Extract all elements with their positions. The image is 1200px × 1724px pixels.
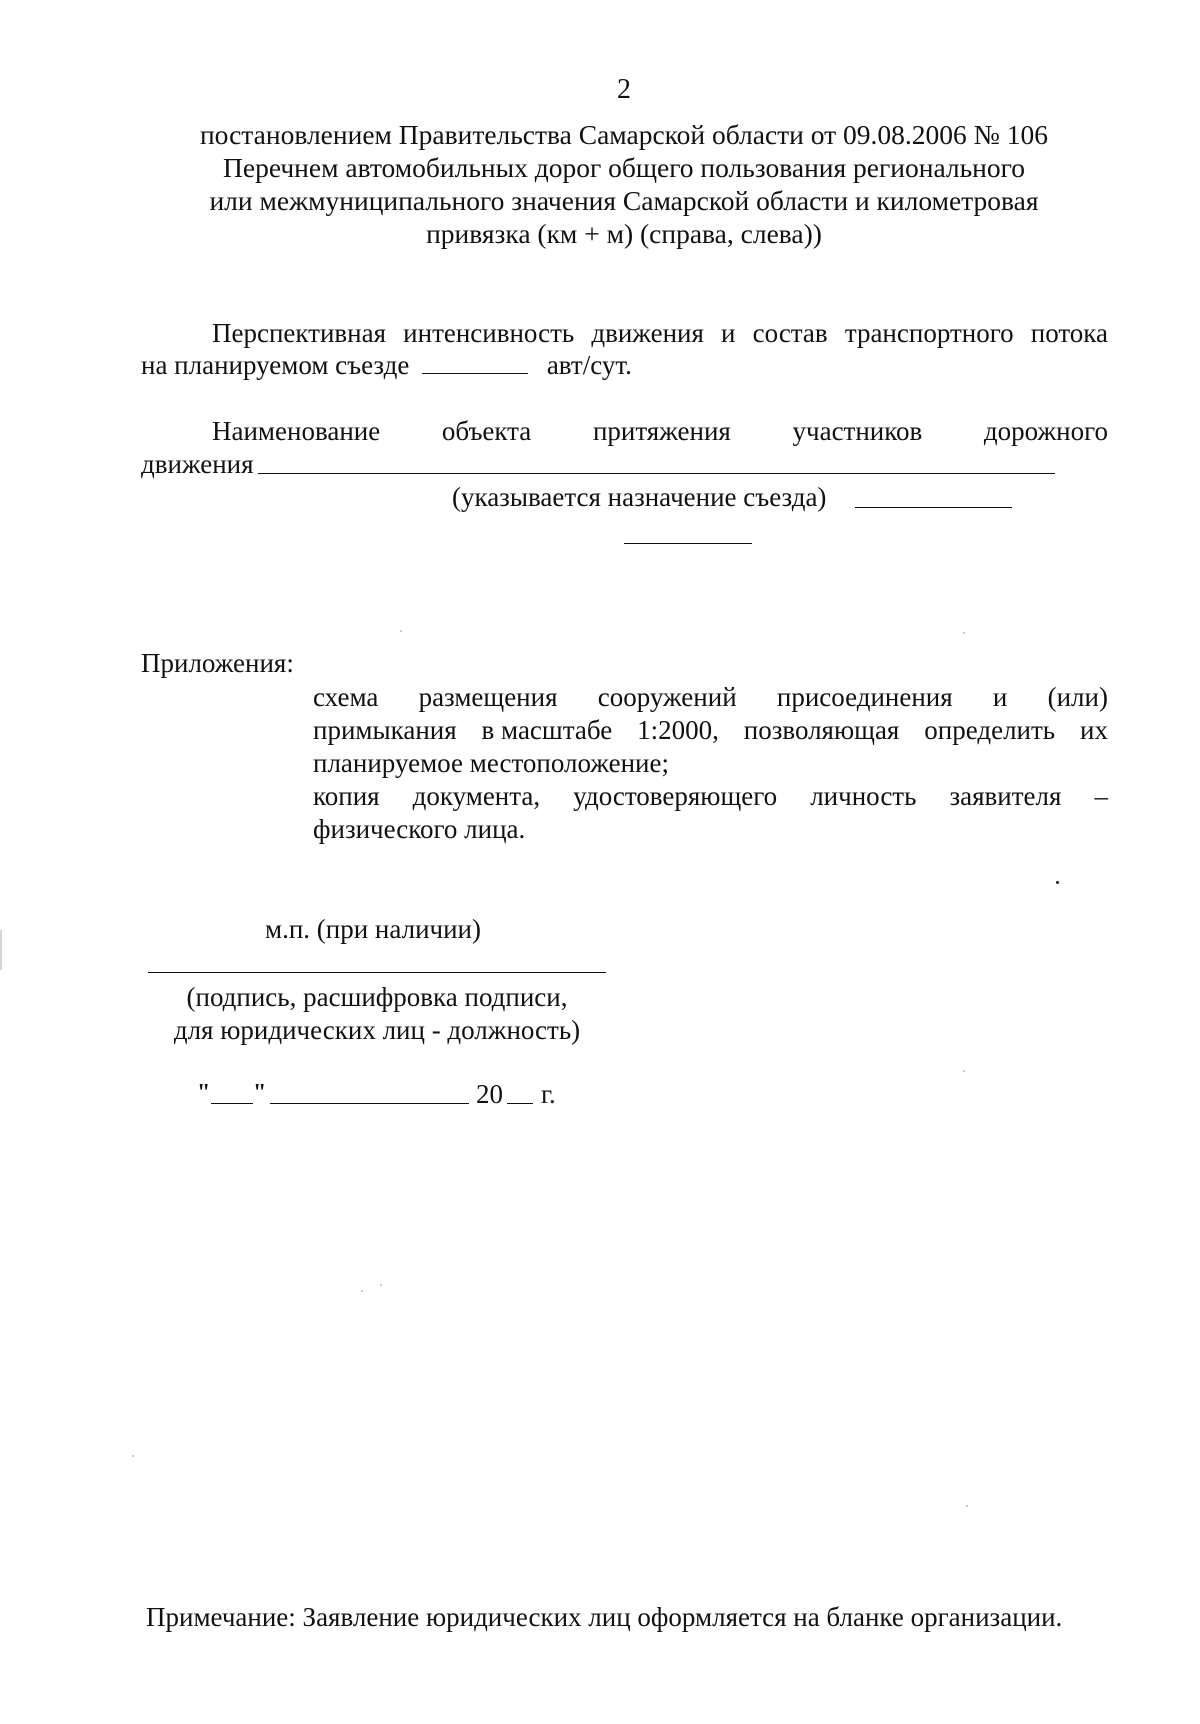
attachment-2-line-1: [313, 783, 1108, 810]
header-line-4: привязка (км + м) (справа, слева)): [426, 218, 822, 249]
date-quote-close: ": [253, 1080, 267, 1106]
attachment-word: удостоверяющего: [573, 781, 778, 811]
intensity-blank[interactable]: [422, 372, 528, 374]
scan-speck: [361, 1290, 363, 1292]
object-line-2: [141, 451, 254, 478]
object-hint-line: [452, 484, 826, 511]
attachment-word: личность: [810, 781, 917, 811]
stamp-label: м.п. (при наличии): [265, 914, 481, 944]
object-name-blank[interactable]: [258, 473, 1055, 474]
scan-speck: [966, 1505, 968, 1507]
date-year-blank[interactable]: [507, 1103, 533, 1104]
footer-note: Примечание: Заявление юридических лиц оформляется на бланке организации.: [146, 1602, 1063, 1632]
section-divider: [624, 543, 752, 544]
intensity-prefix: на планируемом съезде: [141, 350, 410, 380]
attachment-word: присоединения: [776, 682, 953, 712]
page-number: 2: [617, 74, 631, 105]
object-prefix: движения: [141, 449, 254, 479]
attachment-word: примыкания: [313, 715, 457, 745]
intensity-line-2: [141, 352, 632, 379]
signature-caption-1: (подпись, расшифровка подписи,: [186, 982, 568, 1012]
intensity-line-1: [212, 320, 1108, 347]
attachments-label: Приложения:: [141, 648, 294, 678]
object-word-3: притяжения: [592, 416, 731, 446]
scan-speck: [400, 630, 402, 632]
date-month-blank[interactable]: [270, 1103, 469, 1104]
header-line-3: или межмуниципального значения Самарской области и километровая: [209, 185, 1039, 216]
attachment-word: (или): [1047, 682, 1108, 712]
object-word-5: дорожного: [983, 416, 1108, 446]
object-hint-blank[interactable]: [855, 507, 1012, 508]
date-day-blank[interactable]: [211, 1103, 253, 1104]
date-quote-open: ": [197, 1080, 211, 1106]
attachment-2-line-2: физического лица.: [313, 814, 526, 844]
scan-speck: [132, 1455, 134, 1457]
attachment-word: копия: [313, 781, 380, 811]
object-word-1: Наименование: [212, 416, 381, 446]
scan-dot: [1056, 881, 1059, 884]
signature-line[interactable]: [148, 972, 606, 973]
header-line-1: постановлением Правительства Самарской области от 09.08.2006 № 106: [199, 119, 1049, 150]
date-year-suffix: г.: [541, 1079, 556, 1109]
object-hint: (указывается назначение съезда): [452, 482, 827, 512]
attachment-word: схема: [313, 682, 379, 712]
attachment-word: заявителя: [949, 781, 1062, 811]
scan-speck: [380, 1284, 382, 1286]
scan-speck: [963, 632, 965, 634]
scan-speck: [963, 1070, 965, 1072]
attachment-word: документа,: [412, 781, 541, 811]
attachment-word: их: [1080, 715, 1108, 745]
date-year-prefix: 20: [476, 1079, 503, 1109]
attachment-word: позволяющая: [743, 715, 900, 745]
intensity-unit: авт/сут.: [546, 350, 632, 380]
object-word-2: объекта: [441, 416, 532, 446]
scan-edge-mark: [0, 930, 2, 970]
attachment-1-line-1: [313, 684, 1108, 711]
attachment-1-line-2: [313, 717, 1108, 744]
attachment-word: 1:2000,: [637, 715, 719, 745]
signature-caption-2: для юридических лиц - должность): [173, 1015, 581, 1045]
intensity-text: Перспективная интенсивность движения и состав транспортного потока: [212, 318, 1108, 348]
attachment-word: в масштабе: [481, 715, 613, 745]
attachment-word: –: [1094, 781, 1108, 811]
attachment-word: размещения: [418, 682, 558, 712]
header-line-2: Перечнем автомобильных дорог общего пользования регионального: [223, 152, 1025, 183]
attachment-word: и: [992, 682, 1008, 712]
object-word-4: участников: [792, 416, 923, 446]
attachment-word: сооружений: [597, 682, 737, 712]
attachment-word: определить: [924, 715, 1056, 745]
object-line-1: [212, 418, 1108, 445]
attachment-1-line-3: планируемое местоположение;: [313, 748, 669, 778]
